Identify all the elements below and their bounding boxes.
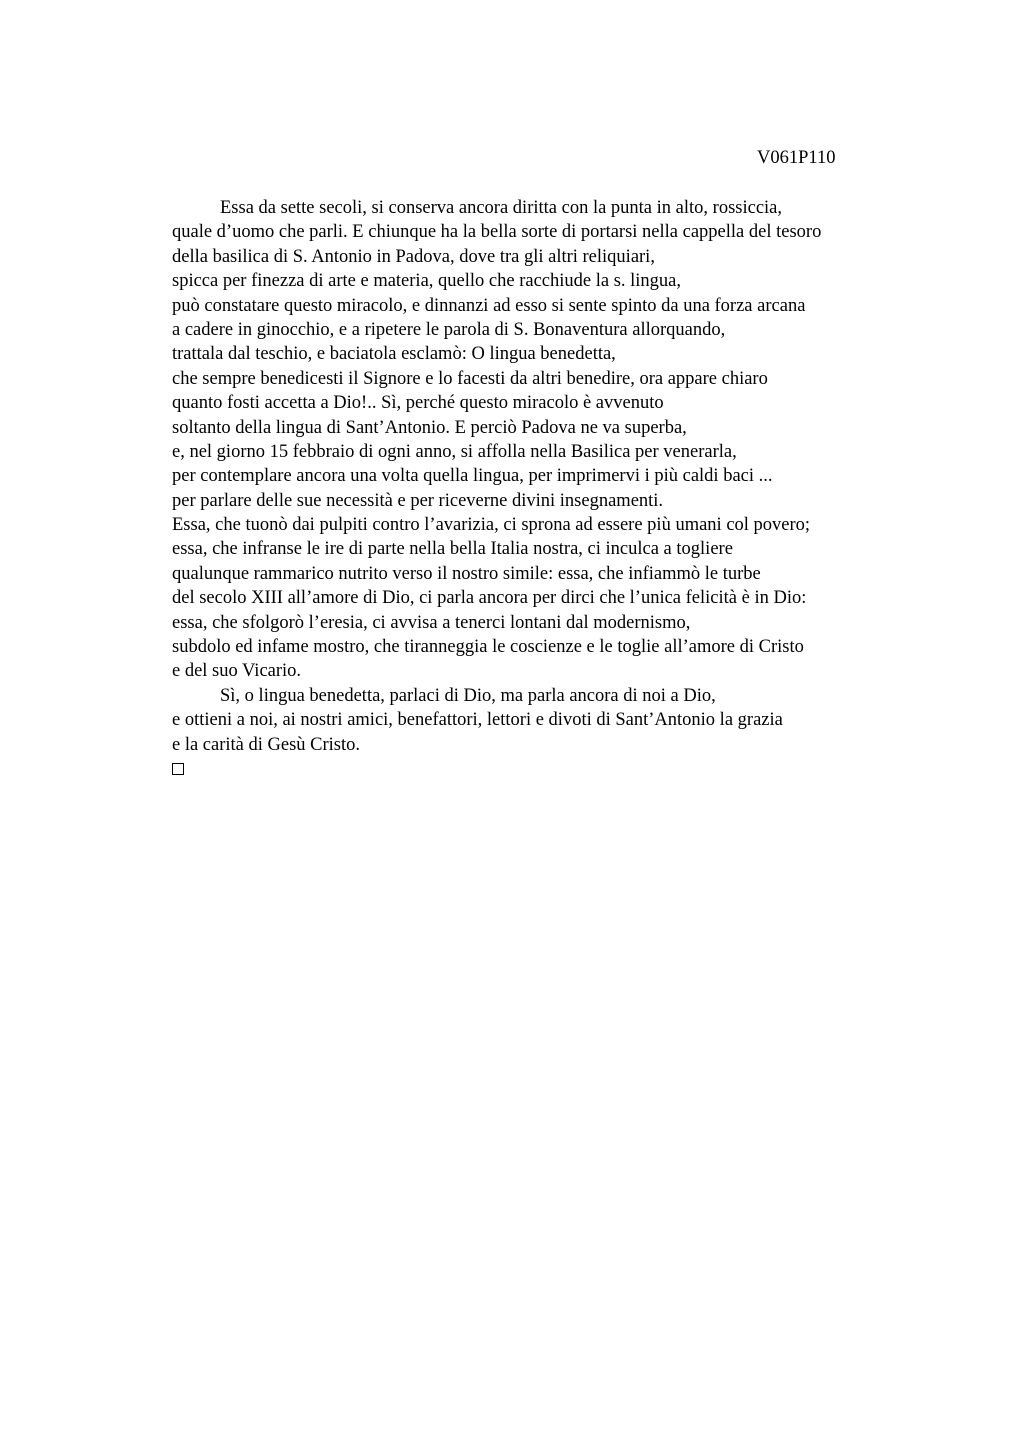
- text-line: Sì, o lingua benedetta, parlaci di Dio, ma parla ancora di noi a Dio,: [220, 685, 716, 706]
- text-line: e del suo Vicario.: [172, 661, 302, 682]
- end-of-text-box-icon: [172, 763, 184, 775]
- text-line: Essa, che tuonò dai pulpiti contro l’avarizia, ci sprona ad essere più umani col povero;: [172, 515, 811, 536]
- text-line: e ottieni a noi, ai nostri amici, benefattori, lettori e divoti di Sant’Antonio la grazia: [172, 710, 783, 731]
- text-line: e la carità di Gesù Cristo.: [172, 734, 361, 755]
- text-line: che sempre benedicesti il Signore e lo facesti da altri benedire, ora appare chiaro: [172, 368, 768, 389]
- text-line: essa, che infranse le ire di parte nella bella Italia nostra, ci inculca a togliere: [172, 539, 733, 560]
- text-line: per parlare delle sue necessità e per riceverne divini insegnamenti.: [172, 490, 664, 511]
- text-line: trattala dal teschio, e baciatola esclamò: O lingua benedetta,: [172, 344, 616, 365]
- text-line: a cadere in ginocchio, e a ripetere le parola di S. Bonaventura allorquando,: [172, 319, 726, 340]
- text-line: Essa da sette secoli, si conserva ancora diritta con la punta in alto, rossiccia,: [220, 198, 783, 218]
- text-line: subdolo ed infame mostro, che tiranneggia le coscienze e le toglie all’amore di Cristo: [172, 637, 804, 658]
- body-text: [172, 196, 952, 775]
- text-line: quale d’uomo che parli. E chiunque ha la bella sorte di portarsi nella cappella del tesoro: [172, 222, 822, 243]
- text-line: per contemplare ancora una volta quella lingua, per imprimervi i più caldi baci ...: [172, 466, 773, 487]
- text-line: qualunque rammarico nutrito verso il nostro simile: essa, che infiammò le turbe: [172, 563, 761, 584]
- text-line: spicca per finezza di arte e materia, quello che racchiude la s. lingua,: [172, 271, 682, 292]
- page-id: V061P110: [757, 148, 836, 168]
- text-line: essa, che sfolgorò l’eresia, ci avvisa a tenerci lontani dal modernismo,: [172, 612, 691, 633]
- text-line: della basilica di S. Antonio in Padova, dove tra gli altri reliquiari,: [172, 246, 655, 267]
- text-line: soltanto della lingua di Sant’Antonio. E perciò Padova ne va superba,: [172, 417, 687, 438]
- text-line: può constatare questo miracolo, e dinnanzi ad esso si sente spinto da una forza arcana: [172, 295, 806, 316]
- text-line: e, nel giorno 15 febbraio di ogni anno, si affolla nella Basilica per venerarla,: [172, 441, 737, 462]
- text-line: del secolo XIII all’amore di Dio, ci parla ancora per dirci che l’unica felicità è in Dio:: [172, 588, 807, 609]
- text-line: quanto fosti accetta a Dio!.. Sì, perché questo miracolo è avvenuto: [172, 393, 664, 414]
